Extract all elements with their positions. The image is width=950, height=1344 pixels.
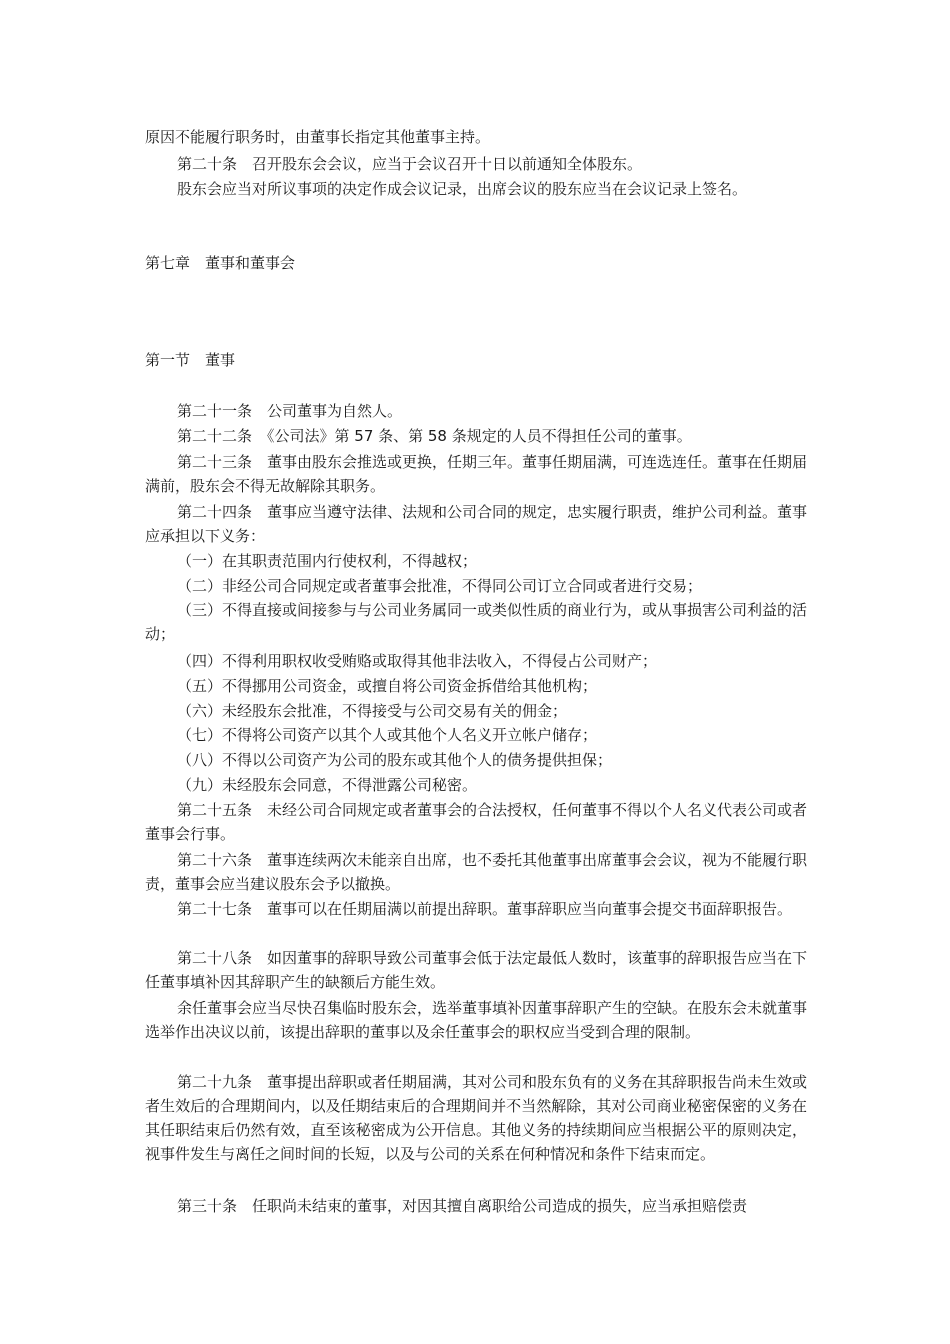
duty-item-6: （六）未经股东会批准，不得接受与公司交易有关的佣金； xyxy=(177,702,568,720)
article-25: 第二十五条 未经公司合同规定或者董事会的合法授权，任何董事不得以个人名义代表公司或者董事会行事。 xyxy=(145,801,808,843)
duty-item-8: （八）不得以公司资产为公司的股东或其他个人的债务提供担保； xyxy=(177,751,613,769)
article-20: 第二十条 召开股东会会议，应当于会议召开十日以前通知全体股东。 xyxy=(177,155,643,173)
article-24: 第二十四条 董事应当遵守法律、法规和公司合同的规定，忠实履行职责，维护公司利益。董事应承担以下义务： xyxy=(145,503,808,545)
article-22: 第二十二条 《公司法》第 57 条、第 58 条规定的人员不得担任公司的董事。 xyxy=(177,427,692,445)
article-23: 第二十三条 董事由股东会推选或更换，任期三年。董事任期届满，可连选连任。董事在任期届满前，股东会不得无故解除其职务。 xyxy=(145,453,808,495)
duty-item-3: （三）不得直接或间接参与与公司业务属同一或类似性质的商业行为，或从事损害公司利益的活动； xyxy=(145,601,808,643)
section-heading: 第一节 董事 xyxy=(145,351,236,369)
article-26: 第二十六条 董事连续两次未能亲自出席，也不委托其他董事出席董事会会议，视为不能履行职责，董事会应当建议股东会予以撤换。 xyxy=(145,851,808,893)
duty-item-1: （一）在其职责范围内行使权利，不得越权； xyxy=(177,552,478,570)
article-28-continued: 余任董事会应当尽快召集临时股东会，选举董事填补因董事辞职产生的空缺。在股东会未就董事选举作出决议以前，该提出辞职的董事以及余任董事会的职权应当受到合理的限制。 xyxy=(145,999,808,1041)
article-29: 第二十九条 董事提出辞职或者任期届满，其对公司和股东负有的义务在其辞职报告尚未生效或者生效后的合理期间内，以及任期结束后的合理期间并不当然解除，其对公司商业秘密保密的义务在其任职结束后仍然有效，直至该秘密成为公开信息。其他义务的持续期间应当根据公平的原则决定，视事件发生与离任之间时间的长短，以及与公司的关系在何种情况和条件下结束而定。 xyxy=(145,1073,808,1163)
duty-item-9: （九）未经股东会同意，不得泄露公司秘密。 xyxy=(177,776,478,794)
article-30: 第三十条 任职尚未结束的董事，对因其擅自离职给公司造成的损失，应当承担赔偿责 xyxy=(177,1197,748,1215)
duty-item-5: （五）不得挪用公司资金，或擅自将公司资金拆借给其他机构； xyxy=(177,677,598,695)
paragraph-continuation: 原因不能履行职务时，由董事长指定其他董事主持。 xyxy=(145,128,491,146)
article-21: 第二十一条 公司董事为自然人。 xyxy=(177,402,403,420)
duty-item-2: （二）非经公司合同规定或者董事会批准，不得同公司订立合同或者进行交易； xyxy=(177,577,703,595)
article-28: 第二十八条 如因董事的辞职导致公司董事会低于法定最低人数时，该董事的辞职报告应当在下任董事填补因其辞职产生的缺额后方能生效。 xyxy=(145,949,808,991)
duty-item-4: （四）不得利用职权收受贿赂或取得其他非法收入，不得侵占公司财产； xyxy=(177,652,658,670)
article-27: 第二十七条 董事可以在任期届满以前提出辞职。董事辞职应当向董事会提交书面辞职报告。 xyxy=(177,900,793,918)
chapter-heading: 第七章 董事和董事会 xyxy=(145,254,296,272)
article-20-minutes: 股东会应当对所议事项的决定作成会议记录，出席会议的股东应当在会议记录上签名。 xyxy=(177,180,748,198)
duty-item-7: （七）不得将公司资产以其个人或其他个人名义开立帐户储存； xyxy=(177,726,598,744)
